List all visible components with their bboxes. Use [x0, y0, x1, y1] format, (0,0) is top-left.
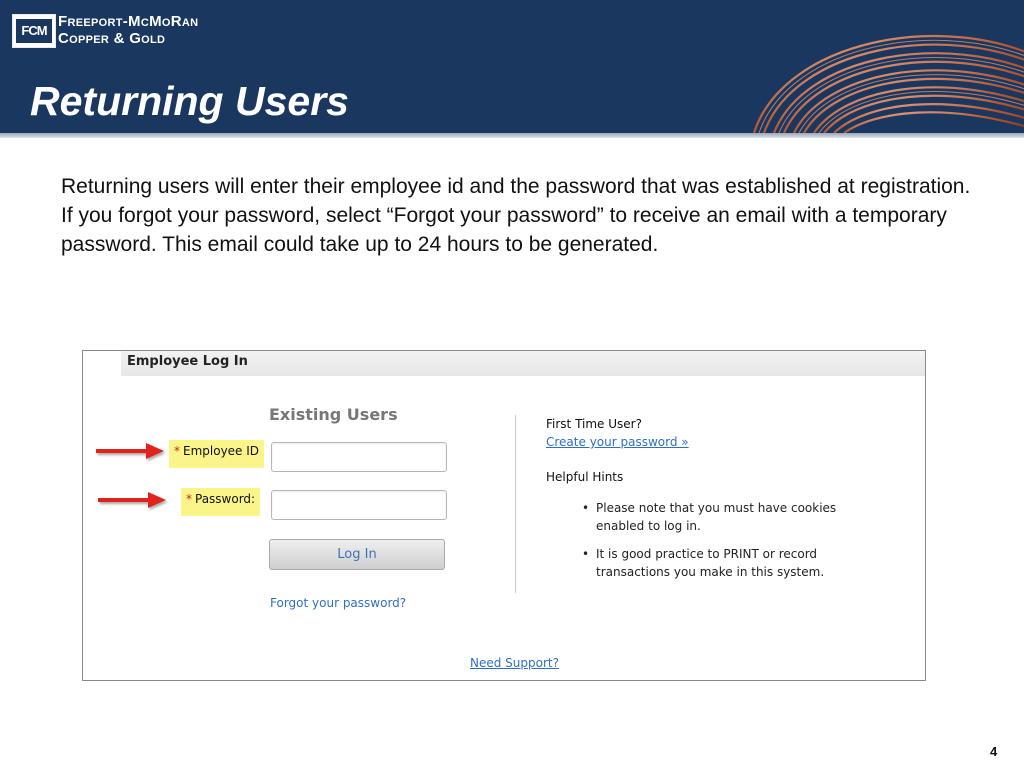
password-label-text: Password: [195, 492, 256, 506]
login-panel-header [121, 351, 925, 376]
page-number: 4 [990, 744, 998, 759]
vertical-divider [515, 415, 516, 593]
helpful-hints-title: Helpful Hints [546, 470, 624, 484]
company-logo [12, 14, 56, 48]
bullet-icon: • [582, 501, 590, 515]
hint-text: It is good practice to PRINT or record transactions you make in this system. [596, 547, 825, 579]
hint-text: Please note that you must have cookies enabled to log in. [596, 501, 837, 533]
employee-id-label-text: Employee ID [183, 444, 260, 458]
forgot-password-link[interactable]: Forgot your password? [270, 596, 407, 610]
employee-id-label [169, 440, 264, 468]
password-label [181, 488, 260, 516]
slide-title: Returning Users [30, 78, 349, 124]
company-name [58, 13, 198, 47]
company-name-line1: Freeport-McMoRan [58, 13, 199, 30]
hint-item [582, 499, 866, 535]
need-support-link[interactable]: Need Support? [470, 656, 559, 670]
existing-users-heading: Existing Users [269, 405, 398, 424]
first-time-user-label: First Time User? [546, 417, 642, 431]
company-name-line2: Copper & Gold [58, 30, 166, 47]
bullet-icon: • [582, 547, 590, 561]
required-marker: * [174, 444, 180, 458]
arrow-right-icon [94, 440, 168, 462]
password-input[interactable] [271, 490, 447, 520]
copper-coil-image [744, 0, 1024, 133]
logo-mark: FCM [16, 19, 52, 43]
arrow-right-icon [96, 489, 170, 511]
header-divider [0, 133, 1024, 138]
login-button[interactable]: Log In [269, 539, 445, 570]
login-panel-title: Employee Log In [127, 354, 248, 369]
login-screenshot [82, 350, 926, 681]
employee-id-input[interactable] [271, 442, 447, 472]
create-password-link[interactable]: Create your password » [546, 435, 689, 449]
header-band [0, 0, 1024, 133]
hint-item [582, 545, 866, 581]
intro-paragraph: Returning users will enter their employee id and the password that was established at registration. If you forgot your password, select “Forgot your password” to receive an email with a temporary password. This email could take up to 24 hours to be generated. [61, 175, 971, 256]
required-marker: * [186, 492, 192, 506]
